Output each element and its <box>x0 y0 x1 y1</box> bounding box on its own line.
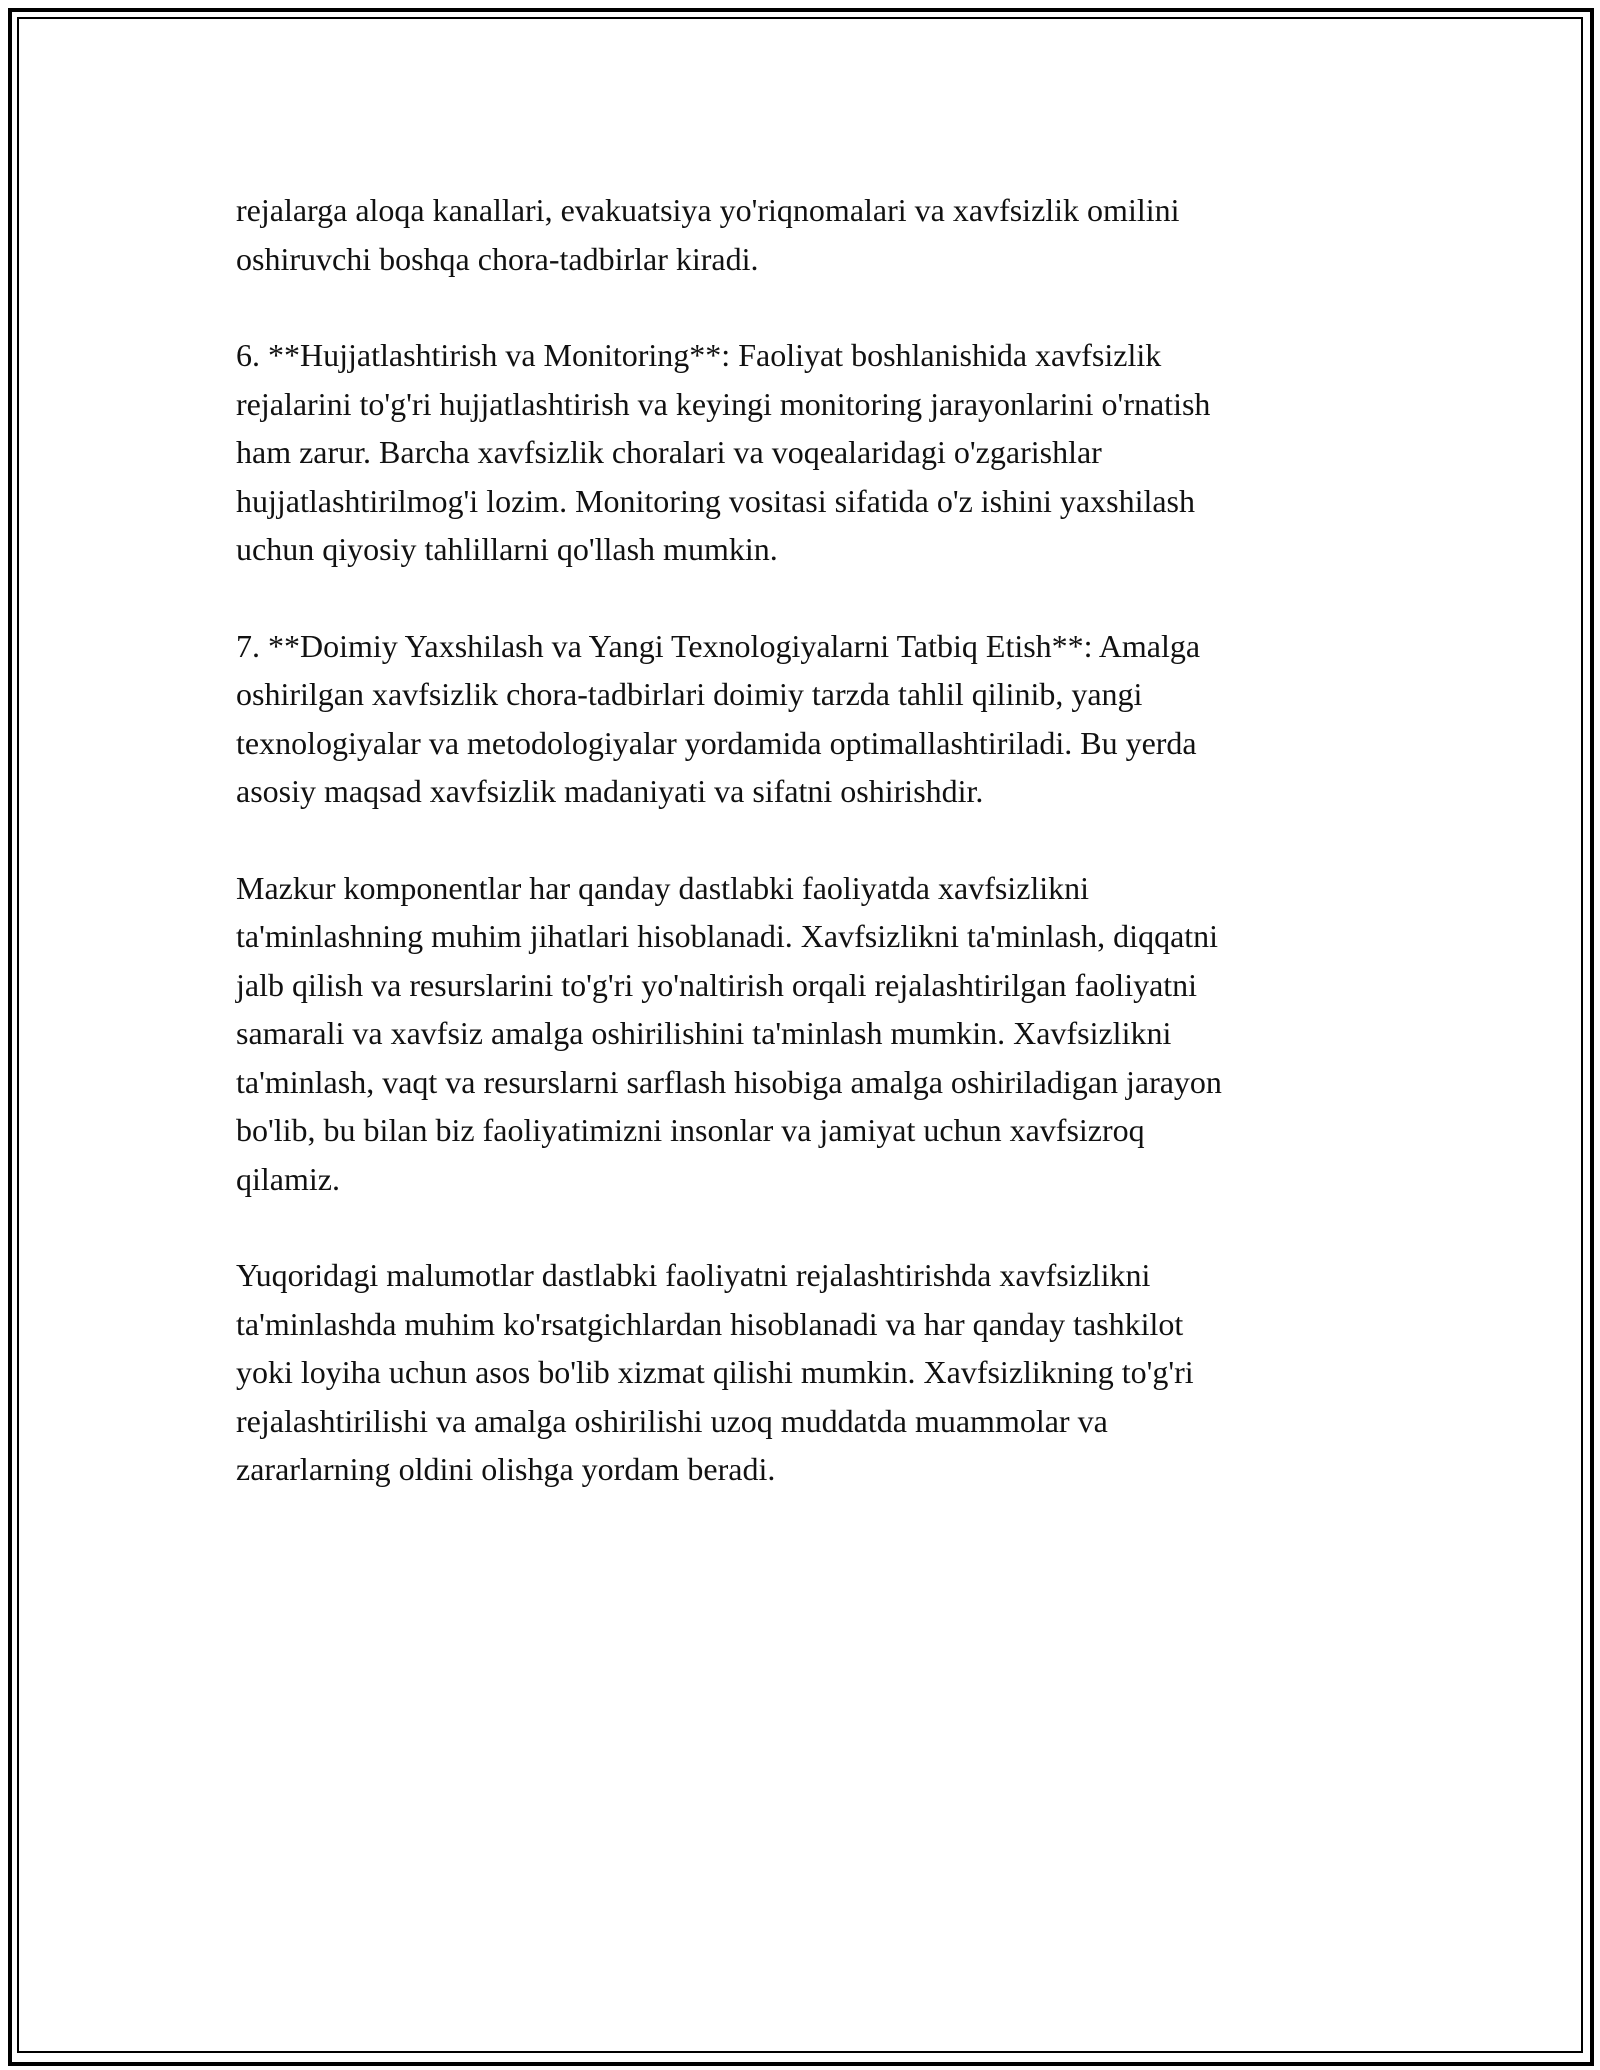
text-line: 6. **Hujjatlashtirish va Monitoring**: Faoliyat boshlanishida xavfsizlik <box>236 337 1162 373</box>
text-line: hujjatlashtirilmog'i lozim. Monitoring vositasi sifatida o'z ishini yaxshilash <box>236 482 1195 519</box>
text-line: Mazkur komponentlar har qanday dastlabki faoliyatda xavfsizlikni <box>236 869 1090 906</box>
text-line: asosiy maqsad xavfsizlik madaniyati va sifatni oshirishdir. <box>236 773 984 809</box>
text-line: rejalarini to'g'ri hujjatlashtirish va keyingi monitoring jarayonlarini o'rnatish <box>236 385 1211 422</box>
text-line: oshiruvchi boshqa chora-tadbirlar kiradi. <box>236 240 759 277</box>
text-line: ham zarur. Barcha xavfsizlik choralari va voqealaridagi o'zgarishlar <box>236 434 1102 470</box>
text-line: texnologiyalar va metodologiyalar yordamida optimallashtiriladi. Bu yerda <box>236 724 1197 761</box>
text-line: bo'lib, bu bilan biz faoliyatimizni insonlar va jamiyat uchun xavfsizroq <box>236 1112 1145 1148</box>
text-line: uchun qiyosiy tahlillarni qo'llash mumkin. <box>236 531 778 567</box>
text-line: samarali va xavfsiz amalga oshirilishini ta'minlash mumkin. Xavfsizlikni <box>236 1015 1172 1051</box>
text-line: jalb qilish va resurslarini to'g'ri yo'naltirish orqali rejalashtirilgan faoliyatni <box>236 966 1198 1003</box>
paragraph-summary <box>236 864 1376 1204</box>
text-line: zararlarning oldini olishga yordam beradi. <box>236 1451 776 1487</box>
paragraph-continuation <box>236 186 1376 283</box>
text-line: qilamiz. <box>236 1160 340 1197</box>
document-body <box>236 186 1376 1542</box>
text-line: rejalarga aloqa kanallari, evakuatsiya yo'riqnomalari va xavfsizlik omilini <box>236 192 1180 228</box>
text-line: ta'minlash, vaqt va resurslarni sarflash hisobiga amalga oshiriladigan jarayon <box>236 1063 1222 1100</box>
text-line: yoki loyiha uchun asos bo'lib xizmat qilishi mumkin. Xavfsizlikning to'g'ri <box>236 1354 1194 1390</box>
text-line: rejalashtirilishi va amalga oshirilishi uzoq muddatda muammolar va <box>236 1402 1108 1439</box>
text-line: 7. **Doimiy Yaxshilash va Yangi Texnologiyalarni Tatbiq Etish**: Amalga <box>236 627 1201 664</box>
paragraph-conclusion <box>236 1251 1376 1494</box>
paragraph-item-7 <box>236 622 1376 816</box>
text-line: ta'minlashning muhim jihatlari hisoblanadi. Xavfsizlikni ta'minlash, diqqatni <box>236 918 1219 954</box>
paragraph-item-6 <box>236 331 1376 574</box>
text-line: ta'minlashda muhim ko'rsatgichlardan hisoblanadi va har qanday tashkilot <box>236 1305 1184 1342</box>
text-line: Yuqoridagi malumotlar dastlabki faoliyatni rejalashtirishda xavfsizlikni <box>236 1257 1151 1293</box>
text-line: oshirilgan xavfsizlik chora-tadbirlari doimiy tarzda tahlil qilinib, yangi <box>236 676 1143 712</box>
